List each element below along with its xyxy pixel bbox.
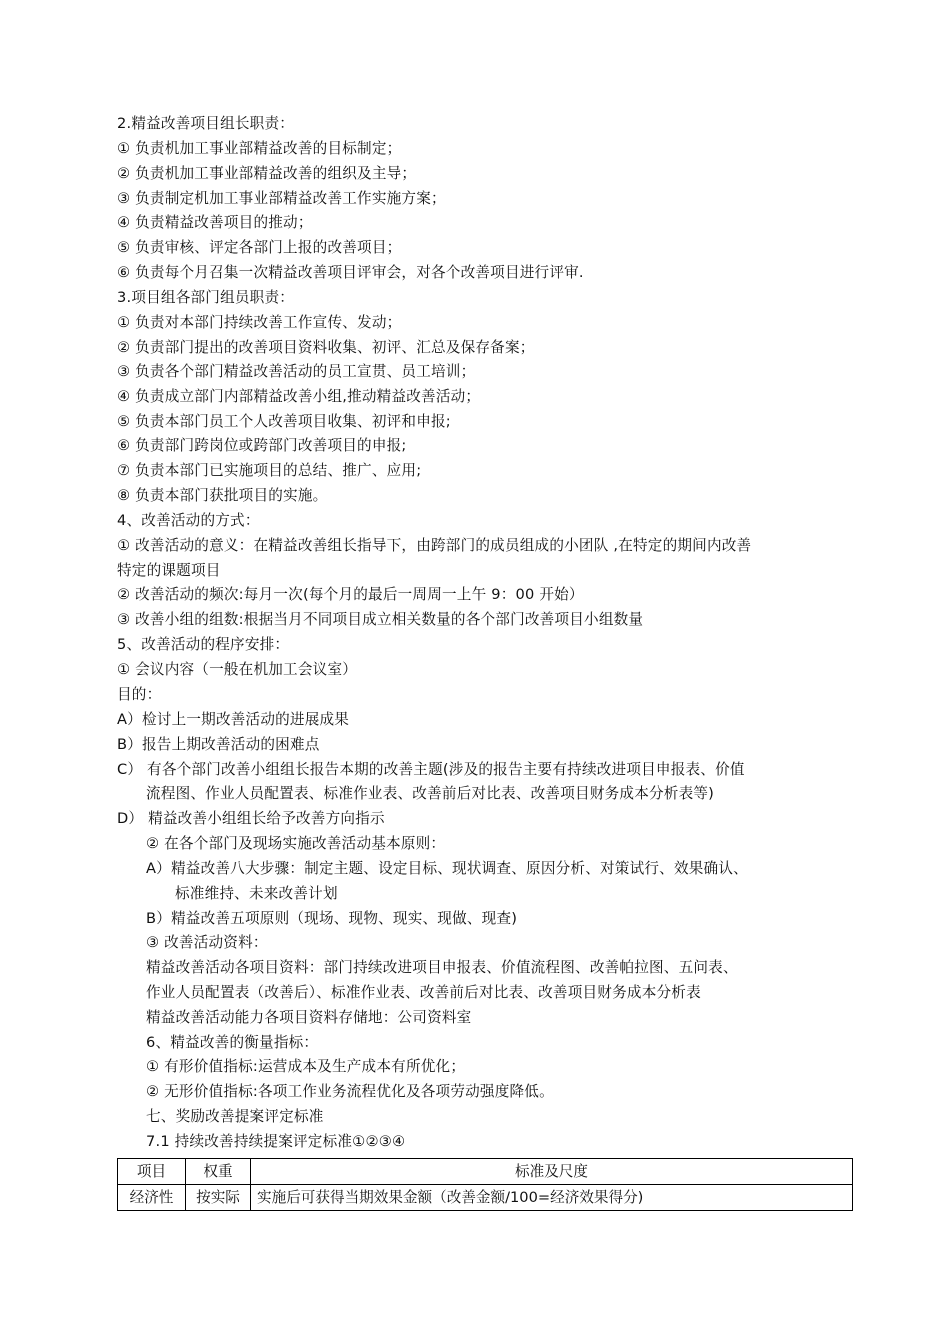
heading-reward-criteria: 七、奖励改善提案评定标准	[146, 1108, 324, 1125]
list-item: ③ 改善小组的组数:根据当月不同项目成立相关数量的各个部门改善项目小组数量	[117, 611, 644, 628]
list-item-continued: 标准维持、未来改善计划	[175, 885, 338, 902]
list-item: ③ 负责制定机加工事业部精益改善工作实施方案；	[117, 190, 446, 207]
list-item: ② 负责机加工事业部精益改善的组织及主导；	[117, 165, 417, 182]
list-item: ⑥ 负责部门跨岗位或跨部门改善项目的申报;	[117, 437, 407, 454]
list-item: ② 改善活动的频次:每月一次(每个月的最后一周周一上午 9：00 开始）	[117, 586, 584, 603]
paragraph: 作业人员配置表（改善后）、标准作业表、改善前后对比表、改善项目财务成本分析表	[146, 984, 701, 1001]
heading-leader-duties: 2.精益改善项目组长职责：	[117, 115, 295, 132]
list-item: ② 在各个部门及现场实施改善活动基本原则：	[146, 835, 446, 852]
table-cell: 按实际	[186, 1185, 251, 1211]
list-item: D） 精益改善小组组长给予改善方向指示	[117, 810, 385, 827]
list-item: ① 负责机加工事业部精益改善的目标制定；	[117, 140, 402, 157]
list-item: ⑦ 负责本部门已实施项目的总结、推广、应用;	[117, 462, 422, 479]
list-item: B）精益改善五项原则（现场、现物、现实、现做、现查)	[146, 910, 518, 927]
list-item: C） 有各个部门改善小组组长报告本期的改善主题(涉及的报告主要有持续改进项目申报表、价值	[117, 761, 745, 778]
list-item: ⑤ 负责本部门员工个人改善项目收集、初评和申报;	[117, 413, 451, 430]
list-item: ④ 负责成立部门内部精益改善小组,推动精益改善活动；	[117, 388, 481, 405]
table-header-cell: 项目	[118, 1159, 186, 1185]
list-item: B）报告上期改善活动的困难点	[117, 736, 320, 753]
criteria-table	[117, 1158, 853, 1211]
list-item: ③ 负责各个部门精益改善活动的员工宣贯、员工培训；	[117, 363, 476, 380]
table-cell: 经济性	[118, 1185, 186, 1211]
paragraph: 精益改善活动能力各项目资料存储地：公司资料室	[146, 1009, 472, 1026]
list-item-continued: 流程图、作业人员配置表、标准作业表、改善前后对比表、改善项目财务成本分析表等)	[146, 785, 715, 802]
list-item: ⑤ 负责审核、评定各部门上报的改善项目；	[117, 239, 402, 256]
purpose-label: 目的：	[117, 686, 162, 703]
list-item: ⑥ 负责每个月召集一次精益改善项目评审会，对各个改善项目进行评审.	[117, 264, 584, 281]
table-cell: 实施后可获得当期效果金额（改善金额/100=经济效果得分)	[251, 1185, 853, 1211]
paragraph: 精益改善活动各项目资料：部门持续改进项目申报表、价值流程图、改善帕拉图、五问表、	[146, 959, 738, 976]
table-row	[118, 1185, 853, 1211]
list-item: ① 会议内容（一般在机加工会议室）	[117, 661, 358, 678]
table-header-row	[118, 1159, 853, 1185]
list-item: ⑧ 负责本部门获批项目的实施。	[117, 487, 328, 504]
heading-activity-method: 4、改善活动的方式：	[117, 512, 260, 529]
list-item: ③ 改善活动资料：	[146, 934, 268, 951]
list-item: ② 负责部门提出的改善项目资料收集、初评、汇总及保存备案；	[117, 339, 535, 356]
list-item: A）检讨上一期改善活动的进展成果	[117, 711, 350, 728]
list-item: ① 有形价值指标:运营成本及生产成本有所优化；	[146, 1058, 466, 1075]
table-header-cell: 权重	[186, 1159, 251, 1185]
list-item: ① 改善活动的意义：在精益改善组长指导下，由跨部门的成员组成的小团队 ,在特定的期间内改善	[117, 537, 752, 554]
heading-activity-schedule: 5、改善活动的程序安排：	[117, 636, 290, 653]
list-item-continued: 特定的课题项目	[117, 562, 221, 579]
heading-member-duties: 3.项目组各部门组员职责：	[117, 289, 295, 306]
list-item: ① 负责对本部门持续改善工作宣传、发动；	[117, 314, 402, 331]
list-item: A）精益改善八大步骤：制定主题、设定目标、现状调查、原因分析、对策试行、效果确认、	[146, 860, 748, 877]
heading-metrics: 6、精益改善的衡量指标：	[146, 1034, 319, 1051]
list-item: ④ 负责精益改善项目的推动；	[117, 214, 313, 231]
heading-criteria-7-1: 7.1 持续改善持续提案评定标准①②③④	[146, 1133, 406, 1150]
list-item: ② 无形价值指标:各项工作业务流程优化及各项劳动强度降低。	[146, 1083, 554, 1100]
table-header-cell: 标准及尺度	[251, 1159, 853, 1185]
